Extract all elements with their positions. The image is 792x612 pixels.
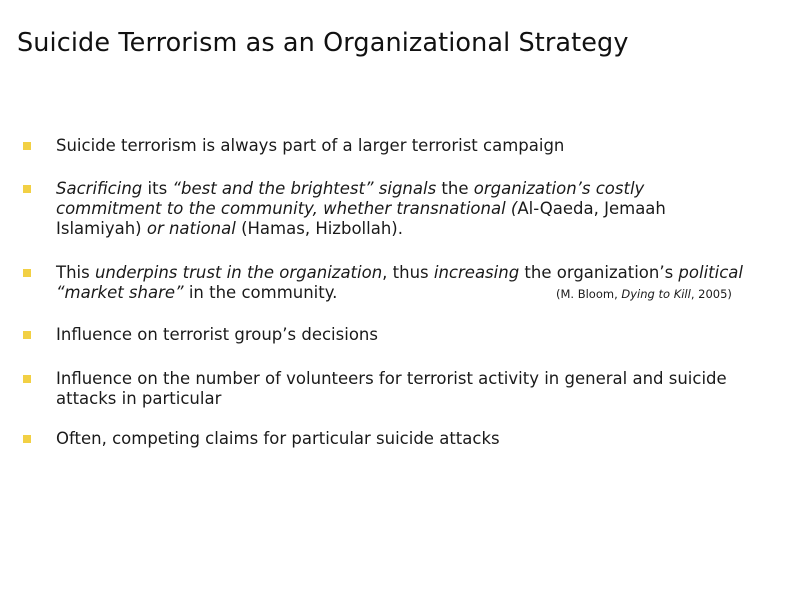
bullet-text-segment: political “market share” bbox=[56, 263, 743, 302]
bullet-text-segment: its bbox=[142, 179, 173, 198]
bullet-text-segment: Sacrificing bbox=[56, 179, 143, 198]
bullet-marker-icon bbox=[23, 142, 31, 150]
citation-segment: , 2005) bbox=[690, 287, 732, 301]
bullet-text-segment: Suicide terrorism is always part of a larger terrorist campaign bbox=[56, 136, 565, 155]
bullet-text-segment: Al-Qaeda, Jemaah Islamiyah) bbox=[56, 199, 666, 238]
bullet-text-segment: underpins trust in the organization bbox=[94, 263, 383, 282]
citation bbox=[556, 287, 732, 301]
bullet-text-segment: in the community. bbox=[183, 283, 338, 302]
citation-segment: (M. Bloom, bbox=[556, 287, 622, 301]
bullet-marker-icon bbox=[23, 185, 31, 193]
bullet-text bbox=[56, 429, 786, 449]
bullet-text-segment: (Hamas, Hizbollah). bbox=[235, 219, 403, 238]
bullet-text-segment: or national bbox=[146, 219, 236, 238]
slide-title: Suicide Terrorism as an Organizational Strategy bbox=[17, 28, 629, 58]
bullet-text-segment: Often, competing claims for particular suicide attacks bbox=[56, 429, 500, 448]
bullet-text-segment: “best and the brightest” signals bbox=[172, 179, 437, 198]
bullet-text-segment: Influence on the number of volunteers for terrorist activity in general and suicide attacks in particular bbox=[56, 369, 727, 408]
bullet-text bbox=[56, 179, 736, 239]
bullet-text-segment: , thus bbox=[382, 263, 434, 282]
bullet-text-segment: This bbox=[56, 263, 95, 282]
citation-segment: Dying to Kill bbox=[621, 287, 691, 301]
bullet-marker-icon bbox=[23, 435, 31, 443]
bullet-marker-icon bbox=[23, 269, 31, 277]
bullet-text-segment: increasing bbox=[433, 263, 520, 282]
bullet-marker-icon bbox=[23, 331, 31, 339]
bullet-text-segment: Influence on terrorist group’s decisions bbox=[56, 325, 378, 344]
bullet-text-segment: organization’s costly commitment to the community, whether transnational ( bbox=[56, 179, 645, 218]
bullet-text bbox=[56, 369, 784, 409]
bullet-text-segment: the organization’s bbox=[519, 263, 679, 282]
bullet-text bbox=[56, 325, 786, 345]
bullet-text-segment: the bbox=[436, 179, 474, 198]
bullet-marker-icon bbox=[23, 375, 31, 383]
bullet-text bbox=[56, 136, 786, 156]
